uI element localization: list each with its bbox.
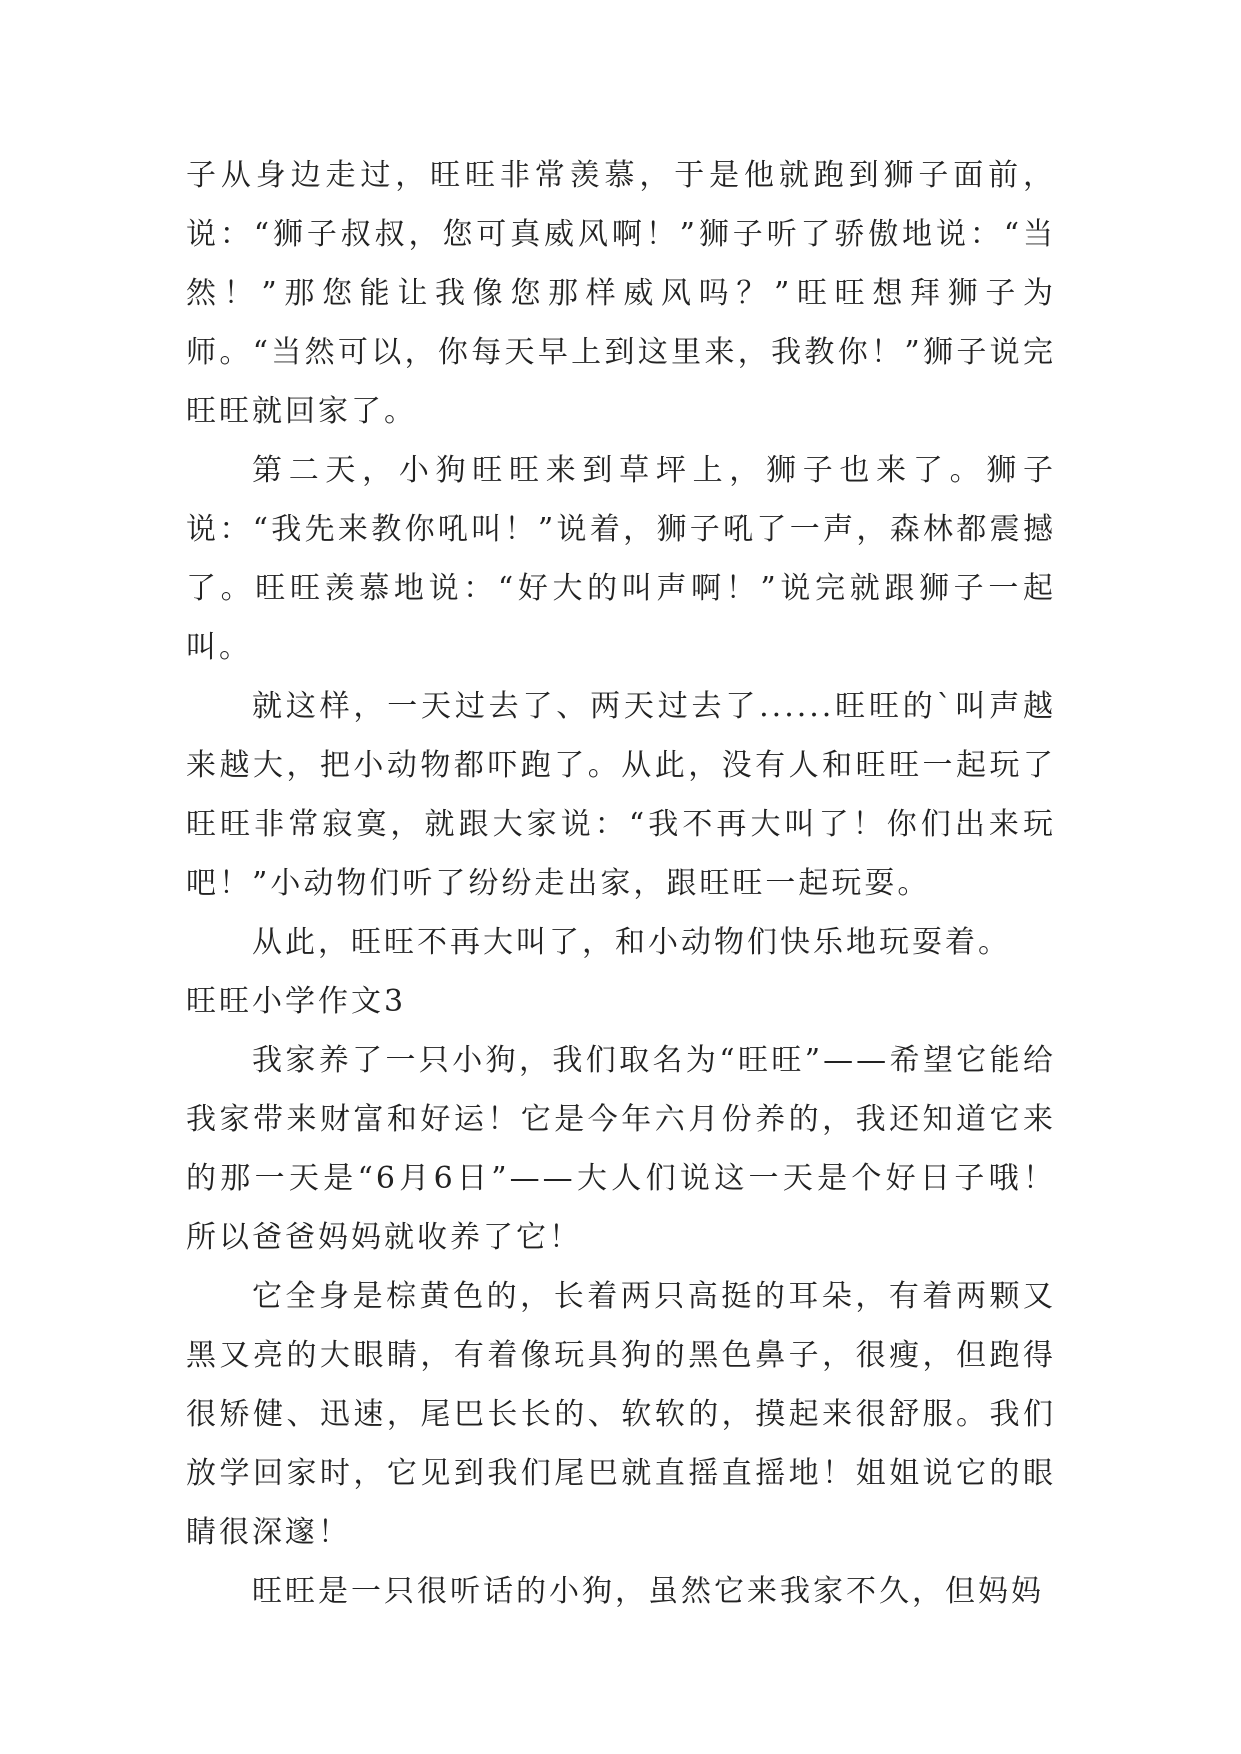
section-heading: 旺旺小学作文3 — [186, 984, 407, 1019]
paragraph-2: 第二天，小狗旺旺来到草坪上，狮子也来了。狮子说：“我先来教你吼叫！”说着，狮子吼了一声，森林都震撼了。旺旺羡慕地说：“好大的叫声啊！”说完就跟狮子一起叫。 — [186, 453, 1056, 665]
paragraph-4: 从此，旺旺不再大叫了，和小动物们快乐地玩耍着。 — [252, 925, 1011, 960]
paragraph-5: 我家养了一只小狗，我们取名为“旺旺”——希望它能给我家带来财富和好运！它是今年六月份养的，我还知道它来的那一天是“6月6日”——大人们说这一天是个好日子哦！所以爸爸妈妈就收养了它！ — [186, 1043, 1056, 1255]
paragraph-3: 就这样，一天过去了、两天过去了......旺旺的`叫声越来越大，把小动物都吓跑了。从此，没有人和旺旺一起玩了旺旺非常寂寞，就跟大家说：“我不再大叫了！你们出来玩吧！”小动物们听了纷纷走出家，跟旺旺一起玩耍。 — [186, 689, 1056, 901]
paragraph-6: 它全身是棕黄色的，长着两只高挺的耳朵，有着两颗又黑又亮的大眼睛，有着像玩具狗的黑色鼻子，很瘦，但跑得很矫健、迅速，尾巴长长的、软软的，摸起来很舒服。我们放学回家时，它见到我们尾巴就直摇直摇地！姐姐说它的眼睛很深邃！ — [186, 1279, 1056, 1550]
paragraph-7: 旺旺是一只很听话的小狗，虽然它来我家不久，但妈妈 — [252, 1574, 1044, 1609]
document-body — [186, 146, 1056, 1621]
paragraph-1: 子从身边走过，旺旺非常羡慕，于是他就跑到狮子面前，说：“狮子叔叔，您可真威风啊！”狮子听了骄傲地说：“当然！”那您能让我像您那样威风吗？”旺旺想拜狮子为师。“当然可以，你每天早上到这里来，我教你！”狮子说完旺旺就回家了。 — [186, 158, 1056, 429]
